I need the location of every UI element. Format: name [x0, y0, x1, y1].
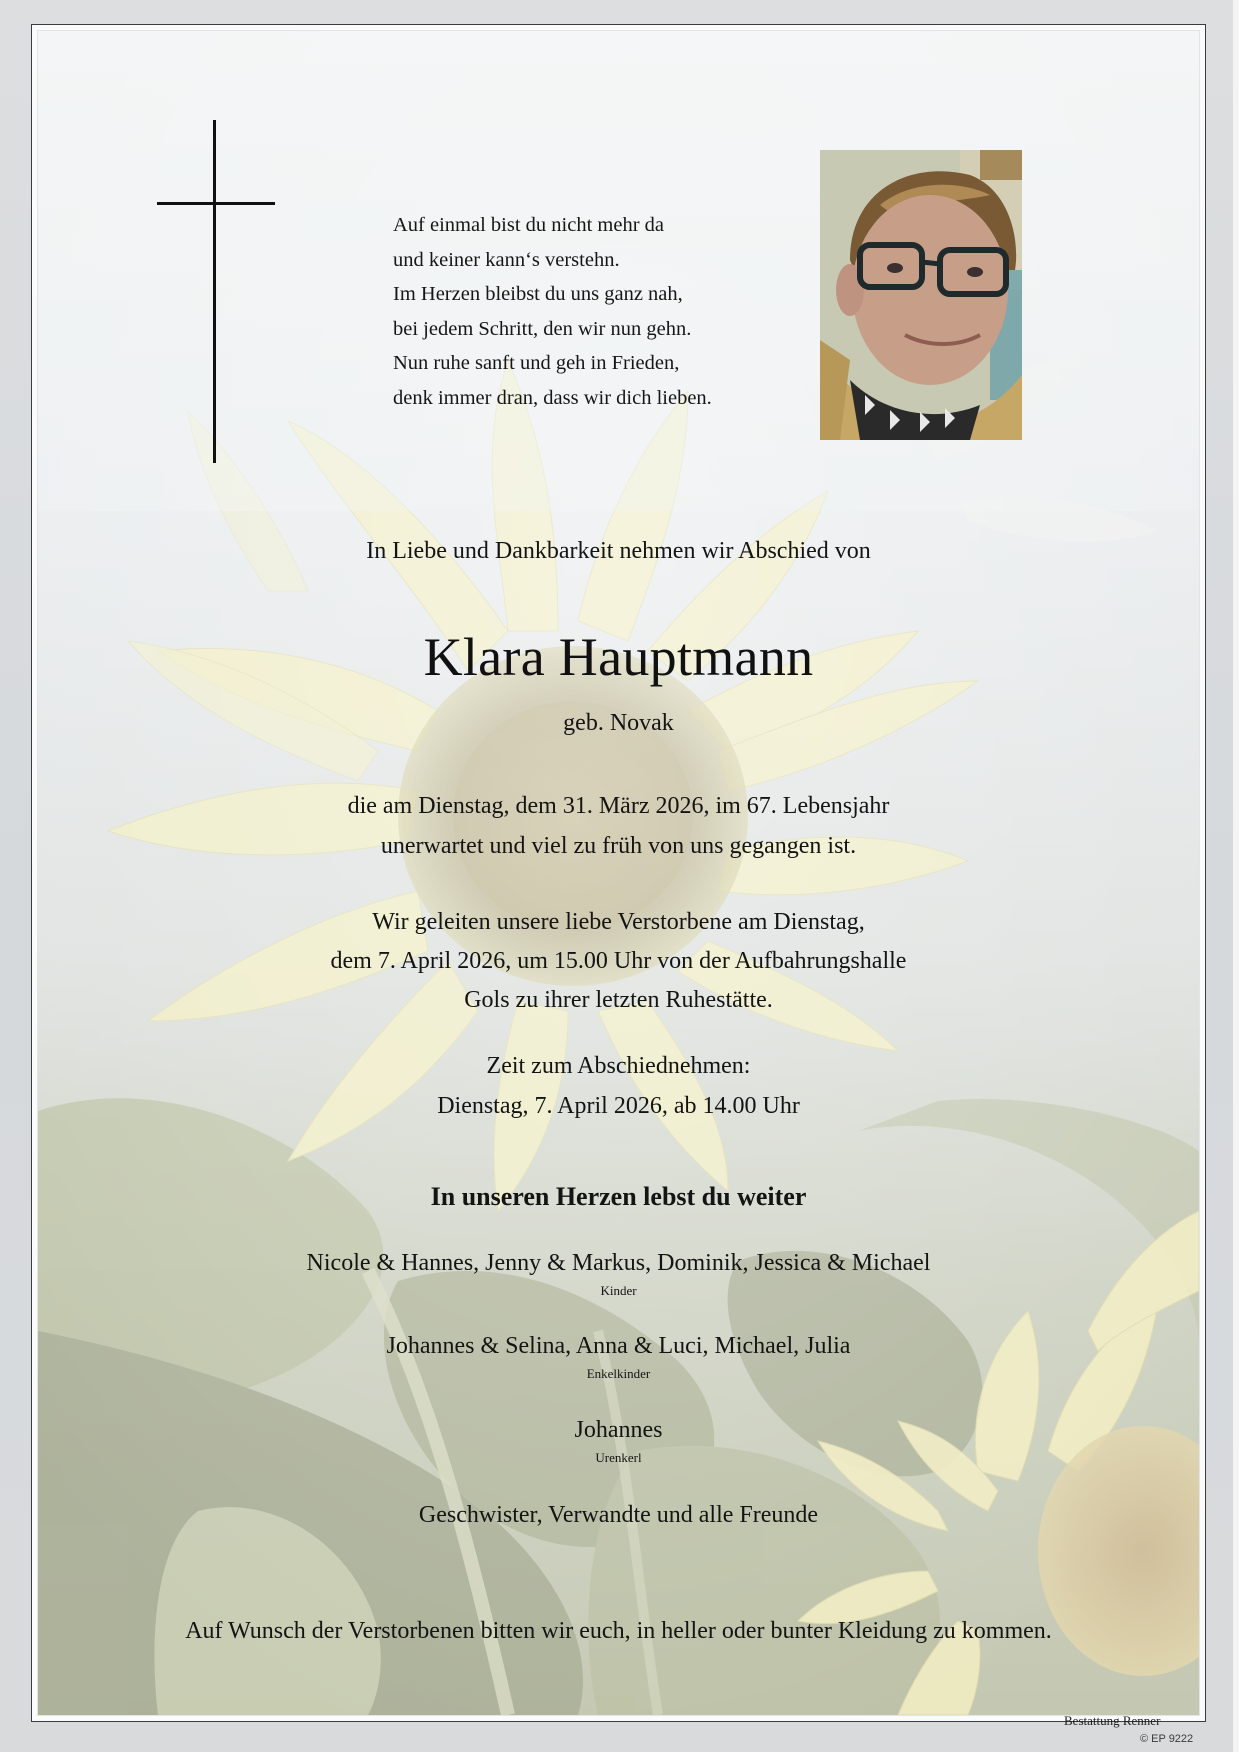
portrait-photo	[820, 150, 1022, 440]
family-group-children	[38, 1250, 1199, 1299]
intro-text: In Liebe und Dankbarkeit nehmen wir Abschied von	[366, 538, 871, 564]
death-line: unerwartet und viel zu früh von uns gegangen ist.	[380, 833, 857, 859]
sunflower-background-artwork	[38, 31, 1199, 1715]
funeral-details	[38, 903, 1199, 1020]
cross-icon-horizontal	[157, 202, 275, 205]
friends-line: Geschwister, Verwandte und alle Freunde	[418, 1502, 819, 1528]
family-names: Johannes & Selina, Anna & Luci, Michael, Julia	[386, 1333, 851, 1359]
cross-icon-vertical	[213, 120, 216, 463]
deceased-name: Klara Hauptmann	[423, 627, 814, 687]
family-group-great-grandchildren	[38, 1417, 1199, 1466]
dress-code-request: Auf Wunsch der Verstorbenen bitten wir euch, in heller oder bunter Kleidung zu kommen.	[185, 1618, 1052, 1644]
viewing-line: Dienstag, 7. April 2026, ab 14.00 Uhr	[437, 1093, 800, 1119]
poem-line: Auf einmal bist du nicht mehr da	[393, 214, 664, 236]
portrait-image	[820, 150, 1022, 440]
funeral-line: Wir geleiten unsere liebe Verstorbene am Dienstag,	[372, 909, 865, 935]
maiden-name: geb. Novak	[563, 710, 674, 736]
poem-line: bei jedem Schritt, den wir nun gehn.	[393, 317, 692, 340]
poem-line: und keiner kann‘s verstehn.	[393, 248, 620, 271]
memorial-poem	[393, 208, 753, 415]
family-role: Kinder	[600, 1283, 637, 1298]
family-group-grandchildren	[38, 1333, 1199, 1382]
viewing-details	[38, 1046, 1199, 1126]
family-names: Nicole & Hannes, Jenny & Markus, Dominik, Jessica & Michael	[306, 1250, 931, 1276]
funeral-line: Gols zu ihrer letzten Ruhestätte.	[464, 987, 773, 1013]
undertaker-name: Bestattung Renner	[1064, 1713, 1161, 1728]
family-role: Enkelkinder	[586, 1366, 651, 1381]
poem-line: Nun ruhe sanft und geh in Frieden,	[393, 352, 680, 374]
poem-line: Im Herzen bleibst du uns ganz nah,	[393, 283, 683, 305]
death-line: die am Dienstag, dem 31. März 2026, im 67. Lebensjahr	[347, 793, 890, 819]
memorial-motto: In unseren Herzen lebst du weiter	[430, 1182, 807, 1211]
family-role: Urenkerl	[595, 1450, 642, 1465]
document-code: © EP 9222	[1140, 1733, 1194, 1745]
page-edge	[1233, 0, 1239, 1752]
death-details	[38, 786, 1199, 866]
family-names: Johannes	[574, 1417, 663, 1443]
viewing-line: Zeit zum Abschiednehmen:	[486, 1053, 751, 1079]
funeral-line: dem 7. April 2026, um 15.00 Uhr von der Aufbahrungshalle	[330, 948, 907, 974]
poem-line: denk immer dran, dass wir dich lieben.	[393, 386, 712, 409]
